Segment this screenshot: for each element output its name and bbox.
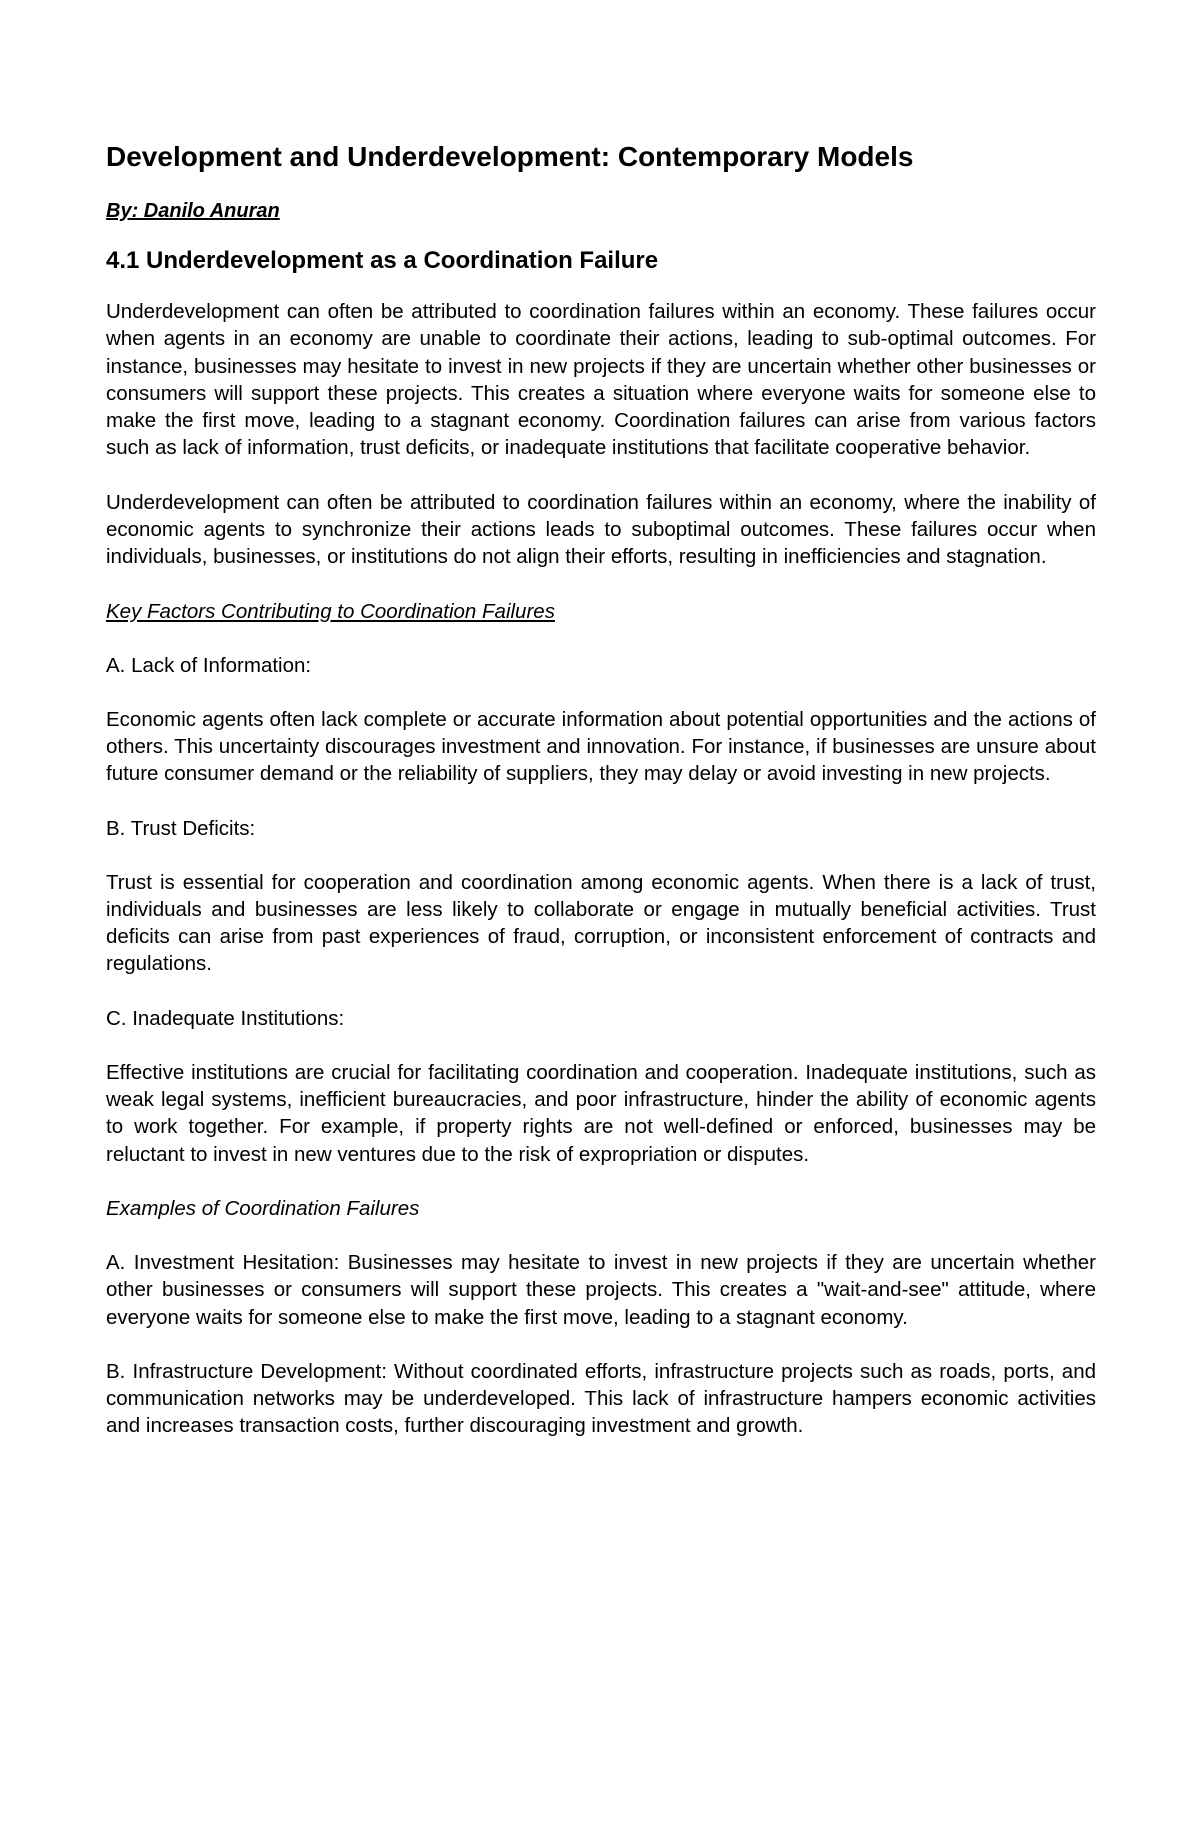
intro-paragraph-1: Underdevelopment can often be attributed to coordination failures within an economy. These failures occur when agents in an economy are unable to coordinate their actions, leading to sub-optimal outcomes. For instance, businesses may hesitate to invest in new projects if they are uncertain whether other businesses or consumers will support these projects. This creates a situation where everyone waits for someone else to make the first move, leading to a stagnant economy. Coordination failures can arise from various factors such as lack of information, trust deficits, or inadequate institutions that facilitate cooperative behavior.	[106, 300, 1096, 460]
examples-heading: Examples of Coordination Failures	[106, 1196, 420, 1220]
intro-paragraph-2: Underdevelopment can often be attributed to coordination failures within an economy, where the inability of economic agents to synchronize their actions leads to suboptimal outcomes. These failures occur when individuals, businesses, or institutions do not align their efforts, resulting in inefficiencies and stagnation.	[106, 490, 1096, 569]
factor-label-trust-deficits: B. Trust Deficits:	[106, 816, 256, 840]
example-infrastructure-development: B. Infrastructure Development: Without coordinated efforts, infrastructure projects such as roads, ports, and communication networks may be underdeveloped. This lack of infrastructure hampers economic activities and increases transaction costs, further discouraging investment and growth.	[106, 1359, 1096, 1438]
factor-label-inadequate-institutions: C. Inadequate Institutions:	[106, 1006, 345, 1030]
document-title: Development and Underdevelopment: Contemporary Models	[106, 141, 914, 172]
factor-text-inadequate-institutions: Effective institutions are crucial for facilitating coordination and cooperation. Inadequate institutions, such as weak legal systems, inefficient bureaucracies, and poor infrastructure, hinder the ability of economic agents to work together. For example, if property rights are not well-defined or enforced, businesses may be reluctant to invest in new ventures due to the risk of expropriation or disputes.	[106, 1060, 1096, 1166]
author-byline: By: Danilo Anuran	[106, 200, 280, 222]
factor-label-lack-of-information: A. Lack of Information:	[106, 653, 312, 677]
factor-text-lack-of-information: Economic agents often lack complete or accurate information about potential opportunities and the actions of others. This uncertainty discourages investment and innovation. For instance, if businesses are unsure about future consumer demand or the reliability of suppliers, they may delay or avoid investing in new projects.	[106, 707, 1096, 786]
document-page	[106, 140, 1096, 1467]
factor-text-trust-deficits: Trust is essential for cooperation and coordination among economic agents. When there is a lack of trust, individuals and businesses are less likely to collaborate or engage in mutually beneficial activities. Trust deficits can arise from past experiences of fraud, corruption, or inconsistent enforcement of contracts and regulations.	[106, 870, 1096, 976]
section-heading: 4.1 Underdevelopment as a Coordination Failure	[106, 247, 659, 274]
key-factors-heading: Key Factors Contributing to Coordination Failures	[106, 599, 555, 623]
example-investment-hesitation: A. Investment Hesitation: Businesses may hesitate to invest in new projects if they are uncertain whether other businesses or consumers will support these projects. This creates a "wait-and-see" attitude, where everyone waits for someone else to make the first move, leading to a stagnant economy.	[106, 1250, 1096, 1329]
